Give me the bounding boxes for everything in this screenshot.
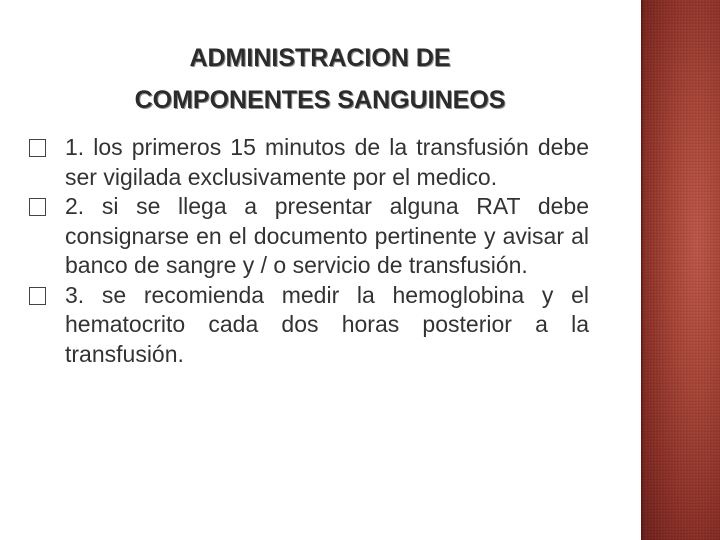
list-item-text: 1. los primeros 15 minutos de la transfusión debe ser vigilada exclusivamente por el medico. [65, 134, 589, 190]
list-item [29, 133, 589, 192]
decorative-side-panel [641, 0, 720, 540]
bullet-list [29, 133, 589, 369]
title-line-2: COMPONENTES SANGUINEOS [134, 86, 506, 114]
square-bullet-icon [29, 287, 46, 305]
square-bullet-icon [29, 198, 46, 216]
list-item [29, 192, 589, 281]
title-line-1: ADMINISTRACION DE [189, 44, 451, 72]
list-item [29, 281, 589, 370]
square-bullet-icon [29, 139, 46, 157]
list-item-text: 2. si se llega a presentar alguna RAT debe consignarse en el documento pertinente y avisar al banco de sangre y / o servicio de transfusión. [65, 193, 589, 278]
slide-title [40, 37, 600, 121]
list-item-text: 3. se recomienda medir la hemoglobina y el hematocrito cada dos horas posterior a la transfusión. [65, 281, 589, 367]
